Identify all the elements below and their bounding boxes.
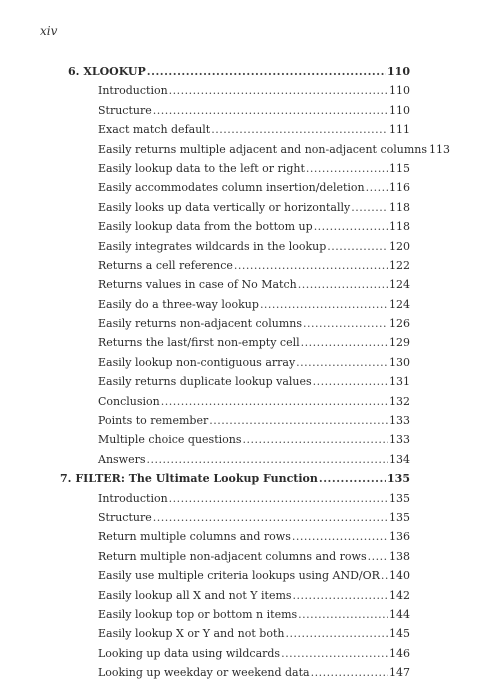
dot-leader <box>327 237 388 256</box>
toc-section-entry[interactable] <box>0 566 500 585</box>
toc-entry-line <box>98 314 410 333</box>
toc-entry-page: 110 <box>387 65 410 78</box>
dot-leader <box>260 295 388 314</box>
toc-entry-page: 138 <box>389 549 410 563</box>
toc-entry-title: 7. FILTER: The Ultimate Lookup Function <box>60 472 318 486</box>
toc-entry-page: 113 <box>429 142 450 156</box>
dot-leader <box>381 566 388 585</box>
toc-entry-title: Easily returns multiple adjacent and non-adjacent columns <box>98 142 427 156</box>
toc-entry-line <box>98 217 410 236</box>
toc-entry-line <box>98 489 410 508</box>
toc-entry-title: Returns values in case of No Match <box>98 278 297 292</box>
dot-leader <box>306 159 388 178</box>
toc-entry-page: 124 <box>389 278 410 292</box>
toc-chapter-entry[interactable] <box>0 469 500 488</box>
toc-entry-line <box>98 527 410 546</box>
toc-entry-page: 136 <box>389 530 410 544</box>
toc-entry-page: 120 <box>389 239 410 253</box>
toc-entry-title: Introduction <box>98 84 168 98</box>
toc-entry-line <box>98 140 450 159</box>
toc-section-entry[interactable] <box>0 295 500 314</box>
toc-entry-page: 131 <box>389 375 410 389</box>
toc-section-entry[interactable] <box>0 411 500 430</box>
dot-leader <box>211 120 388 139</box>
toc-entry-title: Conclusion <box>98 394 160 408</box>
toc-entry-page: 118 <box>389 200 410 214</box>
dot-leader <box>281 644 388 663</box>
toc-entry-line <box>98 353 410 372</box>
toc-section-entry[interactable] <box>0 140 500 159</box>
dot-leader <box>285 624 388 643</box>
dot-leader <box>368 547 388 566</box>
toc-entry-title: Returns a cell reference <box>98 258 233 272</box>
toc-section-entry[interactable] <box>0 450 500 469</box>
toc-section-entry[interactable] <box>0 527 500 546</box>
toc-entry-line <box>98 644 410 663</box>
toc-entry-title: Easily lookup data from the bottom up <box>98 220 313 234</box>
toc-entry-title: Answers <box>98 452 146 466</box>
toc-section-entry[interactable] <box>0 624 500 643</box>
toc-entry-line <box>98 101 410 120</box>
toc-entry-line <box>98 256 410 275</box>
toc-entry-page: 135 <box>387 472 410 486</box>
page-number: xiv <box>40 24 58 38</box>
toc-section-entry[interactable] <box>0 489 500 508</box>
dot-leader <box>169 489 388 508</box>
toc-entry-page: 134 <box>389 452 410 466</box>
toc-entry-page: 144 <box>389 607 410 621</box>
toc-entry-title: Easily integrates wildcards in the lookup <box>98 239 327 253</box>
toc-entry-page: 147 <box>389 666 410 680</box>
toc-entry-page: 115 <box>389 161 410 175</box>
toc-section-entry[interactable] <box>0 120 500 139</box>
toc-section-entry[interactable] <box>0 275 500 294</box>
toc-entry-title: Points to remember <box>98 414 209 428</box>
toc-chapter-entry[interactable] <box>0 62 500 81</box>
toc-entry-title: Return multiple non-adjacent columns and rows <box>98 549 367 563</box>
toc-entry-title: Looking up weekday or weekend data <box>98 666 310 680</box>
toc-entry-line <box>98 586 410 605</box>
toc-entry-page: 140 <box>389 569 410 583</box>
toc-entry-title: Return multiple columns and rows <box>98 530 291 544</box>
dot-leader <box>298 275 388 294</box>
dot-leader <box>366 178 388 197</box>
dot-leader <box>311 663 388 682</box>
dot-leader <box>319 469 386 488</box>
toc-entry-page: 145 <box>389 627 410 641</box>
toc-entry-line <box>98 81 410 100</box>
toc-entry-line <box>98 547 410 566</box>
toc-entry-line <box>98 120 410 139</box>
dot-leader <box>301 333 388 352</box>
toc-entry-title: Returns the last/first non-empty cell <box>98 336 300 350</box>
dot-leader <box>147 450 388 469</box>
table-of-contents <box>0 62 500 683</box>
toc-entry-page: 110 <box>389 103 410 117</box>
toc-entry-title: Exact match default <box>98 123 211 137</box>
toc-entry-title: Introduction <box>98 491 168 505</box>
toc-section-entry[interactable] <box>0 663 500 682</box>
toc-entry-page: 129 <box>389 336 410 350</box>
dot-leader <box>303 314 388 333</box>
toc-entry-title: Easily lookup non-contiguous array <box>98 355 296 369</box>
toc-section-entry[interactable] <box>0 178 500 197</box>
toc-section-entry[interactable] <box>0 101 500 120</box>
toc-section-entry[interactable] <box>0 81 500 100</box>
toc-entry-line <box>98 198 410 217</box>
toc-entry-line <box>68 62 410 81</box>
toc-entry-title: Easily lookup top or bottom n items <box>98 607 298 621</box>
toc-entry-page: 135 <box>389 491 410 505</box>
toc-section-entry[interactable] <box>0 605 500 624</box>
dot-leader <box>234 256 388 275</box>
toc-entry-page: 142 <box>389 588 410 602</box>
toc-entry-line <box>98 237 410 256</box>
toc-section-entry[interactable] <box>0 586 500 605</box>
toc-section-entry[interactable] <box>0 508 500 527</box>
toc-entry-page: 122 <box>389 258 410 272</box>
dot-leader <box>169 81 388 100</box>
dot-leader <box>293 586 388 605</box>
toc-section-entry[interactable] <box>0 314 500 333</box>
toc-entry-line <box>98 333 410 352</box>
toc-entry-title: Easily lookup X or Y and not both <box>98 627 285 641</box>
toc-entry-title: Looking up data using wildcards <box>98 646 281 660</box>
toc-entry-page: 133 <box>389 433 410 447</box>
toc-entry-title: Easily returns duplicate lookup values <box>98 375 312 389</box>
toc-entry-line <box>98 295 410 314</box>
toc-entry-line <box>98 566 410 585</box>
dot-leader <box>153 101 388 120</box>
toc-section-entry[interactable] <box>0 256 500 275</box>
toc-entry-title: Easily accommodates column insertion/deletion <box>98 181 365 195</box>
toc-entry-line <box>60 469 410 488</box>
toc-entry-line <box>98 450 410 469</box>
toc-entry-page: 110 <box>389 84 410 98</box>
toc-entry-page: 116 <box>389 181 410 195</box>
toc-entry-line <box>98 605 410 624</box>
toc-entry-line <box>98 372 410 391</box>
dot-leader <box>209 411 388 430</box>
toc-entry-title: Easily use multiple criteria lookups using AND/OR <box>98 569 380 583</box>
dot-leader <box>313 372 388 391</box>
toc-entry-page: 135 <box>389 510 410 524</box>
toc-entry-page: 132 <box>389 394 410 408</box>
toc-section-entry[interactable] <box>0 217 500 236</box>
toc-entry-line <box>98 508 410 527</box>
toc-section-entry[interactable] <box>0 333 500 352</box>
toc-entry-page: 126 <box>389 317 410 331</box>
toc-section-entry[interactable] <box>0 372 500 391</box>
dot-leader <box>296 353 388 372</box>
toc-entry-line <box>98 624 410 643</box>
dot-leader <box>351 198 388 217</box>
toc-entry-page: 124 <box>389 297 410 311</box>
toc-section-entry[interactable] <box>0 392 500 411</box>
toc-entry-title: Easily lookup all X and not Y items <box>98 588 292 602</box>
toc-section-entry[interactable] <box>0 159 500 178</box>
toc-section-entry[interactable] <box>0 644 500 663</box>
toc-entry-page: 111 <box>389 123 410 137</box>
toc-entry-title: 6. XLOOKUP <box>68 65 146 78</box>
dot-leader <box>298 605 388 624</box>
toc-entry-title: Easily looks up data vertically or horizontally <box>98 200 351 214</box>
toc-entry-line <box>98 663 410 682</box>
toc-entry-title: Easily returns non-adjacent columns <box>98 317 303 331</box>
toc-entry-title: Easily lookup data to the left or right <box>98 161 305 175</box>
toc-section-entry[interactable] <box>0 547 500 566</box>
toc-entry-line <box>98 159 410 178</box>
dot-leader <box>161 392 388 411</box>
toc-section-entry[interactable] <box>0 237 500 256</box>
toc-section-entry[interactable] <box>0 353 500 372</box>
toc-entry-title: Structure <box>98 510 152 524</box>
toc-entry-page: 146 <box>389 646 410 660</box>
toc-entry-page: 133 <box>389 414 410 428</box>
toc-entry-line <box>98 275 410 294</box>
dot-leader <box>314 217 388 236</box>
toc-entry-line <box>98 411 410 430</box>
toc-entry-title: Multiple choice questions <box>98 433 242 447</box>
dot-leader <box>292 527 388 546</box>
toc-entry-title: Easily do a three-way lookup <box>98 297 259 311</box>
toc-entry-line <box>98 392 410 411</box>
toc-entry-title: Structure <box>98 103 152 117</box>
toc-entry-page: 130 <box>389 355 410 369</box>
toc-section-entry[interactable] <box>0 430 500 449</box>
dot-leader <box>147 62 386 81</box>
dot-leader <box>153 508 388 527</box>
dot-leader <box>243 430 389 449</box>
toc-entry-line <box>98 178 410 197</box>
toc-entry-line <box>98 430 410 449</box>
toc-entry-page: 118 <box>389 220 410 234</box>
toc-section-entry[interactable] <box>0 198 500 217</box>
